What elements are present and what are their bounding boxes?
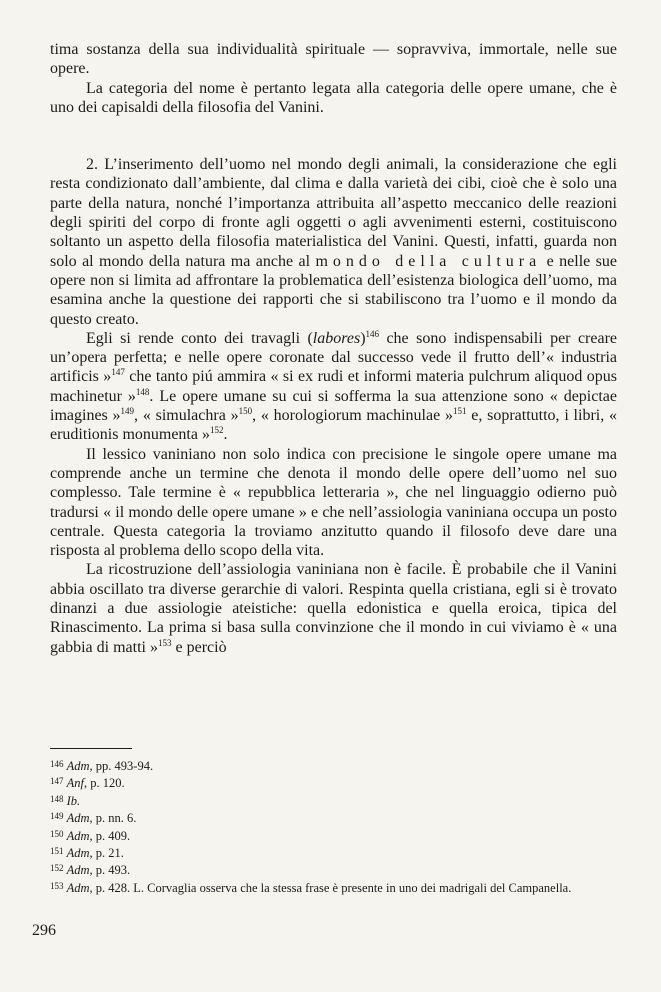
footnote <box>36 844 617 861</box>
footnote-source: Anf <box>66 776 84 791</box>
text-run: Egli si rende conto dei travagli ( <box>86 329 313 347</box>
footnote <box>36 809 617 826</box>
footnote-source: Adm <box>66 880 90 895</box>
footnote-source: Adm <box>66 759 90 773</box>
footnote-number: 150 <box>50 828 64 839</box>
text-run: che tanto piú ammira « si ex rudi et informi materia pulchrum aliquod opus machinetur » <box>50 368 617 405</box>
footnote <box>36 774 617 791</box>
text-run: , « simulachra » <box>134 407 239 425</box>
text-run: ) <box>360 329 366 347</box>
footnote-text: , p. 493. <box>89 863 131 878</box>
spaced-emphasis: mondo della cultura <box>315 252 542 270</box>
footnote-number: 148 <box>50 793 64 804</box>
paragraph <box>50 445 617 561</box>
footnote-source: Adm <box>66 811 90 826</box>
italic-term: labores <box>312 329 361 347</box>
text-run: e nelle sue opere non si limita ad affrontare la problematica dell’esistenza biologica dell’uomo, ma esamina anche la questione dei rapporti che si stabiliscono tra l’uomo e il mondo da questo creato. <box>50 252 617 328</box>
footnote-number: 151 <box>50 846 64 857</box>
footnote-ref: 153 <box>157 637 172 648</box>
footnote-ref: 151 <box>452 406 467 417</box>
text-run: e perciò <box>171 638 227 656</box>
footnote-source: Adm <box>66 828 90 843</box>
footnote-ref: 148 <box>135 386 150 397</box>
footnote-text: , p. nn. 6. <box>89 811 137 826</box>
footnote-ref: 152 <box>209 425 224 436</box>
text-run: La categoria del nome è pertanto legata alla categoria delle opere umane, che è uno dei capisaldi della filosofia del Vanini. <box>50 79 617 116</box>
footnote-number: 149 <box>50 811 64 822</box>
footnote <box>36 792 617 809</box>
footnote-separator <box>50 748 132 749</box>
footnotes <box>36 757 617 896</box>
paragraph <box>50 40 617 79</box>
footnote-text: , p. 428. L. Corvaglia osserva che la stessa frase è presente in uno dei madrigali del Campanella. <box>89 880 572 895</box>
text-run: 2. L’inserimento dell’uomo nel mondo degli animali, la considerazione che egli resta condizionato dall’ambiente, dal clima e dalla varietà dei cibi, cioè che è solo una parte della natura, nonché l’importanza attribuita all’aspetto meccanico delle reazioni degli spiriti del corpo di fronte agli oggetti o agli avvenimenti esterni, costituiscono soltanto un aspetto della filosofia materialistica del Vanini. Questi, infatti, guarda non solo al mondo della natura ma anche al <box>50 156 617 270</box>
paragraph <box>50 79 617 118</box>
text-run: Il lessico vaniniano non solo indica con precisione le singole opere umane ma comprende anche un termine che denota il mondo delle opere dell’uomo nel suo complesso. Tale termine è « repubblica letteraria », che nel linguaggio odierno può tradursi « il mondo delle opere umane » e che nell’assiologia vaniniana occupa un posto centrale. Questa categoria la troviamo anzitutto quando il filosofo deve dare una risposta al problema dello scopo della vita. <box>50 445 617 560</box>
footnote-number: 147 <box>50 776 64 787</box>
footnote-text: , p. 21. <box>89 846 124 861</box>
footnote-source: Ib. <box>66 793 81 808</box>
text-run: e, soprattutto, i libri, « eruditionis monumenta » <box>50 407 618 444</box>
footnote-ref: 149 <box>120 406 135 417</box>
footnote-text: , pp. 493-94. <box>89 759 154 773</box>
footnote-number: 146 <box>50 759 64 769</box>
page-number: 296 <box>32 922 56 939</box>
footnote-text: , p. 409. <box>89 828 131 843</box>
footnote-ref: 147 <box>111 367 125 378</box>
main-text <box>50 40 617 657</box>
footnote <box>36 827 617 844</box>
footnote-number: 153 <box>50 880 64 891</box>
footnote <box>36 861 617 878</box>
paragraph <box>50 329 617 445</box>
text-run: , « horologiorum machinulae » <box>252 407 453 425</box>
footnote-source: Adm <box>66 846 90 861</box>
footnote-ref: 150 <box>238 406 253 417</box>
text-run: che sono indispensabili per creare un’opera perfetta; e nelle opere coronate dal successo vede il frutto dell’« industria artificis » <box>50 329 618 386</box>
footnote-number: 152 <box>50 863 64 874</box>
footnote-text: , p. 120. <box>83 776 125 791</box>
text-run: La ricostruzione dell’assiologia vaniniana non è facile. È probabile che il Vanini abbia oscillato tra diverse gerarchie di valori. Respinta quella cristiana, egli si è trovato dinanzi a due assiologie ateistiche: quella edonistica e quella eroica, tipica del Rinascimento. La prima si basa sulla convinzione che il mondo in cui viviamo è « una gabbia di matti » <box>50 561 617 656</box>
paragraph <box>50 560 617 656</box>
text-run: . <box>223 426 228 444</box>
footnote-source: Adm <box>66 863 90 878</box>
footnote-ref: 146 <box>365 328 380 339</box>
text-run: tima sostanza della sua individualità spirituale — sopravviva, immortale, nelle sue opere. <box>50 41 617 78</box>
footnote <box>36 879 617 896</box>
text-run: . Le opere umane su cui si sofferma la sua attenzione sono « depictae imagines » <box>50 387 617 425</box>
footnote <box>36 757 617 774</box>
section-gap <box>50 117 617 155</box>
paragraph <box>50 155 617 329</box>
